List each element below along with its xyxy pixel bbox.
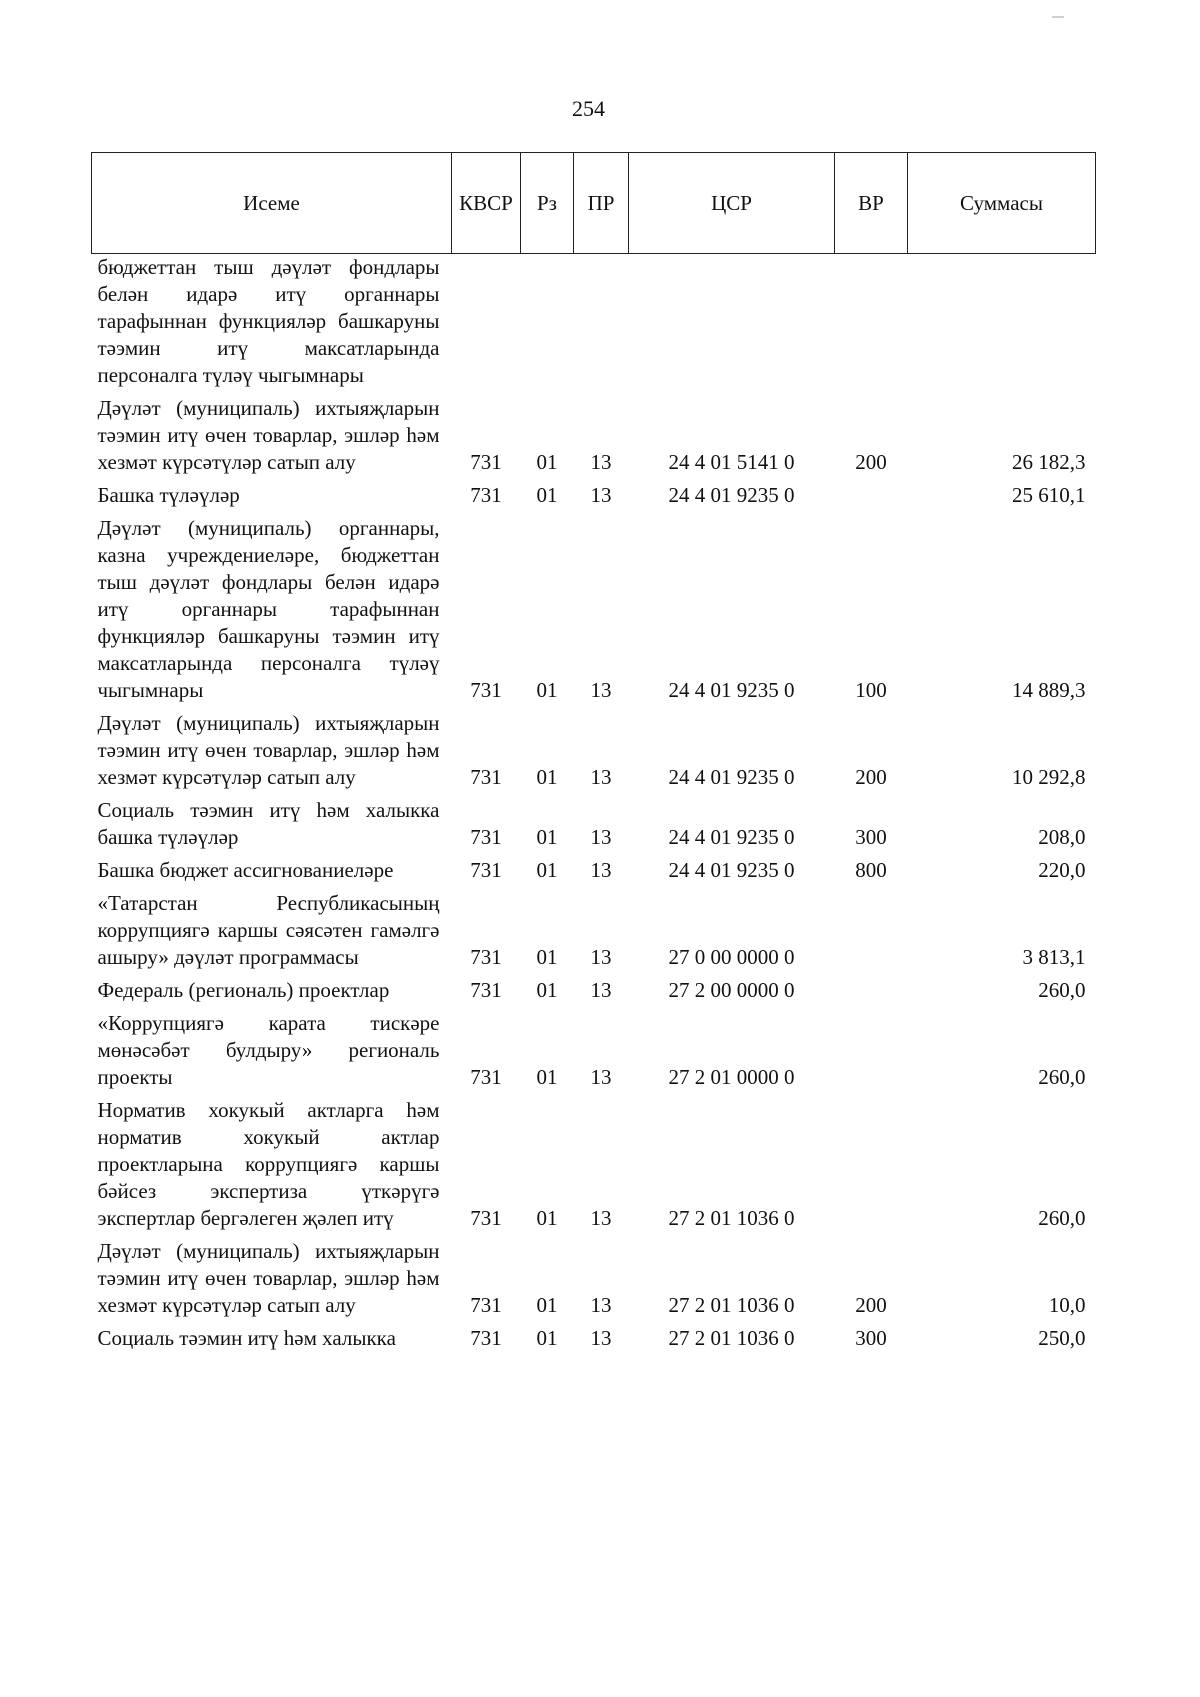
row-rz: 01 [536,1293,558,1317]
row-pr: 13 [590,1326,612,1350]
row-name: Дәүләт (муниципаль) органнары, казна учреждениеләре, бюджеттан тыш дәүләт фондлары белән идарә итү органнары тарафыннан функцияләр башкаруны тәэмин итү максатларында персоналга түләү чыгымнары [97,516,440,702]
row-sum [908,254,1096,396]
row-sum: 10 292,8 [1012,765,1086,789]
header-pr: ПР [574,153,629,254]
row-name: Социаль тәэмин итү һәм халыкка башка түләүләр [97,798,440,849]
header-rz: Рз [521,153,574,254]
table-row [92,482,1096,515]
row-rz: 01 [536,1326,558,1350]
row-name: Дәүләт (муниципаль) ихтыяҗларын тәэмин итү өчен товарлар, эшләр һәм хезмәт күрсәтүләр сатып алу [97,1239,440,1317]
row-kvsr: 731 [470,1326,502,1350]
row-sum: 260,0 [1038,1065,1086,1089]
row-pr: 13 [590,1065,612,1089]
row-csr: 24 4 01 9235 0 [668,483,795,507]
row-vr: 200 [855,765,887,789]
row-kvsr: 731 [470,945,502,969]
row-kvsr: 731 [470,1206,502,1230]
row-sum: 260,0 [1038,1206,1086,1230]
row-vr [835,1097,908,1238]
row-rz: 01 [536,945,558,969]
row-name: Башка түләүләр [97,483,240,507]
row-kvsr [452,254,521,396]
row-csr: 24 4 01 9235 0 [668,825,795,849]
row-kvsr: 731 [470,1065,502,1089]
row-sum: 25 610,1 [1012,483,1086,507]
row-kvsr: 731 [470,825,502,849]
row-rz: 01 [536,825,558,849]
table-row [92,977,1096,1010]
row-pr [574,254,629,396]
row-vr: 300 [855,825,887,849]
row-pr: 13 [590,945,612,969]
row-vr: 200 [855,450,887,474]
row-vr [835,254,908,396]
row-rz: 01 [536,765,558,789]
row-name: Федераль (региональ) проектлар [97,978,390,1002]
header-vr: ВР [835,153,908,254]
row-csr: 27 0 00 0000 0 [668,945,795,969]
row-pr: 13 [590,450,612,474]
row-csr [629,254,835,396]
row-name: Социаль тәэмин итү һәм халыкка [97,1326,396,1350]
row-pr: 13 [590,825,612,849]
row-pr: 13 [590,765,612,789]
row-name: «Коррупциягә карата тискәре мөнәсәбәт булдыру» региональ проекты [97,1011,440,1089]
header-sum: Суммасы [908,153,1096,254]
row-pr: 13 [590,978,612,1002]
table-body [92,254,1096,1359]
row-sum: 250,0 [1038,1326,1086,1350]
row-sum: 14 889,3 [1012,678,1086,702]
row-rz: 01 [536,678,558,702]
row-kvsr: 731 [470,765,502,789]
header-name: Исеме [92,153,452,254]
row-csr: 24 4 01 5141 0 [668,450,795,474]
row-pr: 13 [590,1293,612,1317]
row-pr: 13 [590,483,612,507]
row-csr: 24 4 01 9235 0 [668,858,795,882]
row-kvsr: 731 [470,483,502,507]
header-kvsr: КВСР [452,153,521,254]
row-name: бюджеттан тыш дәүләт фондлары белән идарә итү органнары тарафыннан функцияләр башкаруны тәэмин итү максатларында персоналга түләү чыгымнары [97,255,440,387]
row-rz [521,254,574,396]
table-row [92,1325,1096,1358]
row-rz: 01 [536,978,558,1002]
row-name: Норматив хокукый актларга һәм норматив хокукый актлар проектларына коррупциягә каршы бәйсез экспертиза үткәрүгә экспертлар бергәлеген җәлеп итү [97,1098,440,1230]
row-vr: 200 [855,1293,887,1317]
table-header-row [92,153,1096,254]
budget-table [91,152,1096,1358]
page-number: 254 [572,96,605,121]
row-kvsr: 731 [470,1293,502,1317]
row-rz: 01 [536,858,558,882]
row-pr: 13 [590,678,612,702]
row-vr: 100 [855,678,887,702]
table-row [92,1097,1096,1238]
row-kvsr: 731 [470,858,502,882]
scan-mark [1052,16,1064,18]
row-csr: 27 2 01 1036 0 [668,1326,795,1350]
row-kvsr: 731 [470,678,502,702]
row-sum: 220,0 [1038,858,1086,882]
row-sum: 208,0 [1038,825,1086,849]
table-row [92,857,1096,890]
row-vr: 300 [855,1326,887,1350]
row-sum: 3 813,1 [1022,945,1086,969]
table-row [92,254,1096,396]
row-vr [835,1010,908,1097]
table-row [92,710,1096,797]
row-name: «Татарстан Республикасының коррупциягә каршы сәясәтен гамәлгә ашыру» дәүләт программасы [97,891,440,969]
row-name: Башка бюджет ассигнованиеләре [97,858,394,882]
table-row [92,1238,1096,1325]
row-csr: 24 4 01 9235 0 [668,678,795,702]
row-csr: 27 2 01 1036 0 [668,1206,795,1230]
row-vr [835,890,908,977]
row-vr [835,482,908,515]
row-name: Дәүләт (муниципаль) ихтыяҗларын тәэмин итү өчен товарлар, эшләр һәм хезмәт күрсәтүләр сатып алу [97,396,440,474]
row-rz: 01 [536,450,558,474]
row-sum: 260,0 [1038,978,1086,1002]
row-kvsr: 731 [470,450,502,474]
row-pr: 13 [590,1206,612,1230]
row-vr: 800 [855,858,887,882]
row-csr: 24 4 01 9235 0 [668,765,795,789]
row-pr: 13 [590,858,612,882]
header-csr: ЦСР [629,153,835,254]
row-rz: 01 [536,1206,558,1230]
row-csr: 27 2 01 0000 0 [668,1065,795,1089]
row-name: Дәүләт (муниципаль) ихтыяҗларын тәэмин итү өчен товарлар, эшләр һәм хезмәт күрсәтүләр сатып алу [97,711,440,789]
row-csr: 27 2 01 1036 0 [668,1293,795,1317]
row-sum: 10,0 [1048,1293,1086,1317]
table-row [92,890,1096,977]
row-csr: 27 2 00 0000 0 [668,978,795,1002]
row-vr [835,977,908,1010]
table-row [92,1010,1096,1097]
row-sum: 26 182,3 [1012,450,1086,474]
row-kvsr: 731 [470,978,502,1002]
table-row [92,515,1096,710]
table-row [92,395,1096,482]
row-rz: 01 [536,1065,558,1089]
table-row [92,797,1096,857]
row-rz: 01 [536,483,558,507]
